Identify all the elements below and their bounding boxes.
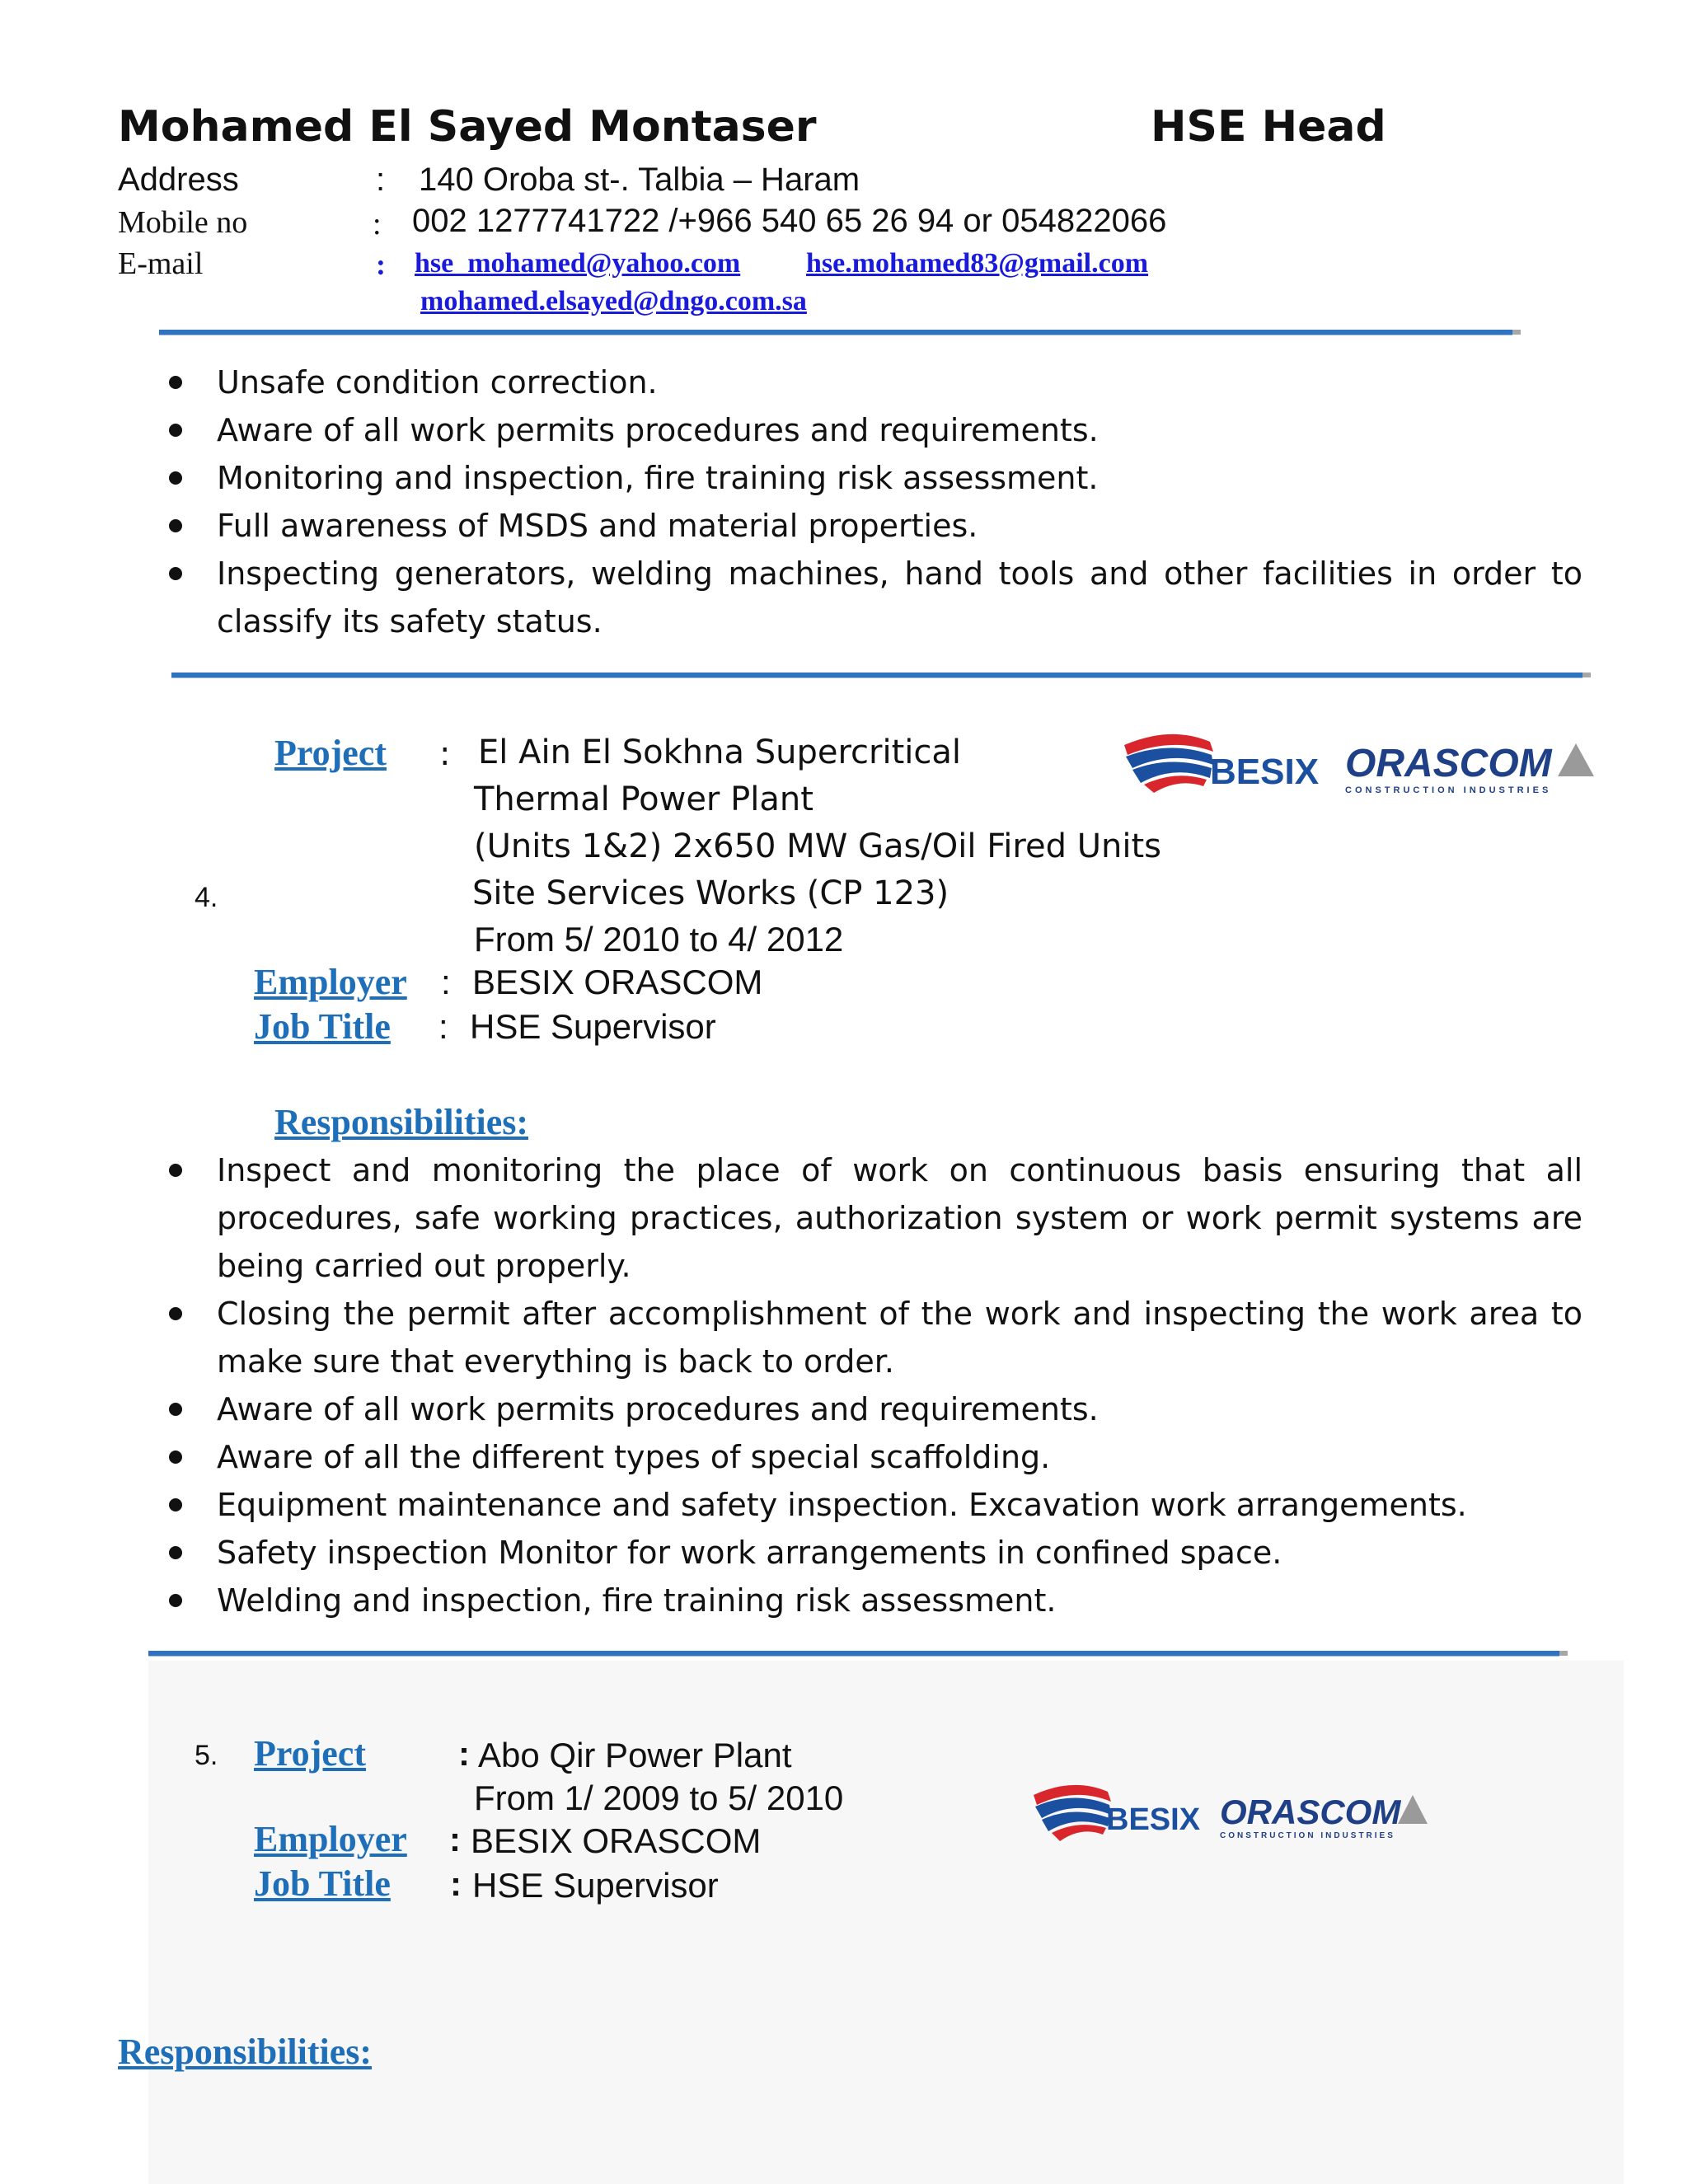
job5-employer-value: BESIX ORASCOM	[471, 1821, 762, 1860]
job4-project-line: (Units 1&2) 2x650 MW Gas/Oil Fired Units	[474, 827, 1161, 865]
list-item: Aware of all the different types of special scaffolding.	[169, 1433, 1582, 1481]
orascom-emblem-icon	[1558, 743, 1594, 776]
job4-responsibility-list	[169, 1146, 1582, 1624]
job4-number: 4.	[195, 882, 218, 913]
job5-employer-label: Employer	[254, 1819, 407, 1859]
list-item: Monitoring and inspection, fire training risk assessment.	[169, 454, 1582, 502]
bullet-icon	[169, 1451, 182, 1464]
job5-project-sep: :	[458, 1734, 470, 1773]
bullet-icon	[169, 471, 182, 485]
list-item: Inspecting generators, welding machines, hand tools and other facilities in order to classify its safety status.	[169, 550, 1582, 645]
list-item: Closing the permit after accomplishment of the work and inspecting the work area to make sure that everything is back to order.	[169, 1290, 1582, 1385]
address-label: Address	[118, 162, 239, 198]
email-link-work[interactable]: mohamed.elsayed@dngo.com.sa	[420, 286, 807, 316]
bullet-icon	[169, 1498, 182, 1511]
bullet-icon	[169, 424, 182, 437]
job5-project-dates: From 1/ 2009 to 5/ 2010	[474, 1779, 844, 1817]
address-value: 140 Oroba st-. Talbia – Haram	[419, 162, 860, 198]
list-item: Unsafe condition correction.	[169, 359, 1582, 406]
besix-orascom-logo	[1030, 1779, 1442, 1844]
section-divider	[171, 673, 1582, 677]
job5-employer-sep: :	[449, 1820, 461, 1858]
orascom-subtitle: CONSTRUCTION INDUSTRIES	[1345, 785, 1552, 795]
job4-project-line: El Ain El Sokhna Supercritical	[478, 733, 961, 771]
job4-responsibilities-heading: Responsibilities:	[274, 1102, 529, 1142]
list-item: Full awareness of MSDS and material properties.	[169, 502, 1582, 550]
job5-title-sep: :	[450, 1864, 462, 1903]
email-link-gmail[interactable]: hse.mohamed83@gmail.com	[806, 248, 1149, 279]
top-bullet-list	[169, 359, 1582, 645]
email-label: E-mail	[118, 246, 204, 281]
list-item: Aware of all work permits procedures and requirements.	[169, 1385, 1582, 1433]
candidate-role: HSE Head	[1151, 102, 1386, 152]
job4-employer-value: BESIX ORASCOM	[472, 963, 763, 1001]
job4-employer-sep: :	[441, 963, 451, 1001]
orascom-wordmark: ORASCOM	[1220, 1793, 1401, 1831]
job4-project-label: Project	[274, 733, 387, 773]
list-item: Welding and inspection, fire training risk assessment.	[169, 1577, 1582, 1624]
email-link-yahoo[interactable]: hse_mohamed@yahoo.com	[415, 248, 741, 279]
besix-wordmark: BESIX	[1106, 1802, 1201, 1837]
list-item: Aware of all work permits procedures and requirements.	[169, 406, 1582, 454]
job5-responsibilities-heading: Responsibilities:	[118, 2032, 373, 2072]
bullet-icon	[169, 1594, 182, 1607]
job4-employer-label: Employer	[254, 962, 407, 1002]
candidate-name: Mohamed El Sayed Montaser	[118, 102, 817, 152]
besix-wordmark: BESIX	[1210, 752, 1320, 792]
bullet-icon	[169, 376, 182, 389]
job4-project-dates: From 5/ 2010 to 4/ 2012	[474, 920, 844, 958]
mobile-value: 002 1277741722 /+966 540 65 26 94 or 054822066	[412, 203, 1167, 239]
besix-orascom-logo	[1121, 727, 1615, 798]
mobile-sep: :	[373, 207, 382, 241]
job4-title-label: Job Title	[254, 1006, 391, 1047]
bullet-icon	[169, 1546, 182, 1559]
list-item: Equipment maintenance and safety inspection. Excavation work arrangements.	[169, 1481, 1582, 1529]
bullet-icon	[169, 1307, 182, 1320]
job4-project-line: Site Services Works (CP 123)	[472, 874, 950, 912]
job5-title-label: Job Title	[254, 1863, 391, 1904]
orascom-emblem-icon	[1398, 1795, 1428, 1824]
list-item: Inspect and monitoring the place of work on continuous basis ensuring that all procedures, safe working practices, authorization system or work permit systems are being carried out properly.	[169, 1146, 1582, 1290]
job4-project-sep: :	[439, 735, 451, 773]
job4-title-value: HSE Supervisor	[470, 1007, 716, 1046]
job5-number: 5.	[195, 1740, 218, 1771]
job5-title-value: HSE Supervisor	[472, 1866, 719, 1905]
job4-title-sep: :	[438, 1007, 448, 1046]
bullet-icon	[169, 519, 182, 532]
orascom-subtitle: CONSTRUCTION INDUSTRIES	[1220, 1831, 1395, 1840]
job5-project-label: Project	[254, 1733, 366, 1774]
bullet-icon	[169, 567, 182, 580]
bullet-icon	[169, 1403, 182, 1416]
mobile-label: Mobile no	[118, 205, 248, 240]
job5-project-line: Abo Qir Power Plant	[478, 1736, 792, 1774]
address-sep: :	[376, 162, 386, 198]
section-background	[148, 1661, 1624, 2184]
email-sep: :	[376, 248, 386, 281]
section-divider	[159, 330, 1512, 335]
bullet-icon	[169, 1164, 182, 1177]
list-item: Safety inspection Monitor for work arrangements in confined space.	[169, 1529, 1582, 1577]
job4-project-line: Thermal Power Plant	[474, 780, 814, 818]
section-divider	[148, 1651, 1559, 1656]
orascom-wordmark: ORASCOM	[1345, 742, 1552, 785]
